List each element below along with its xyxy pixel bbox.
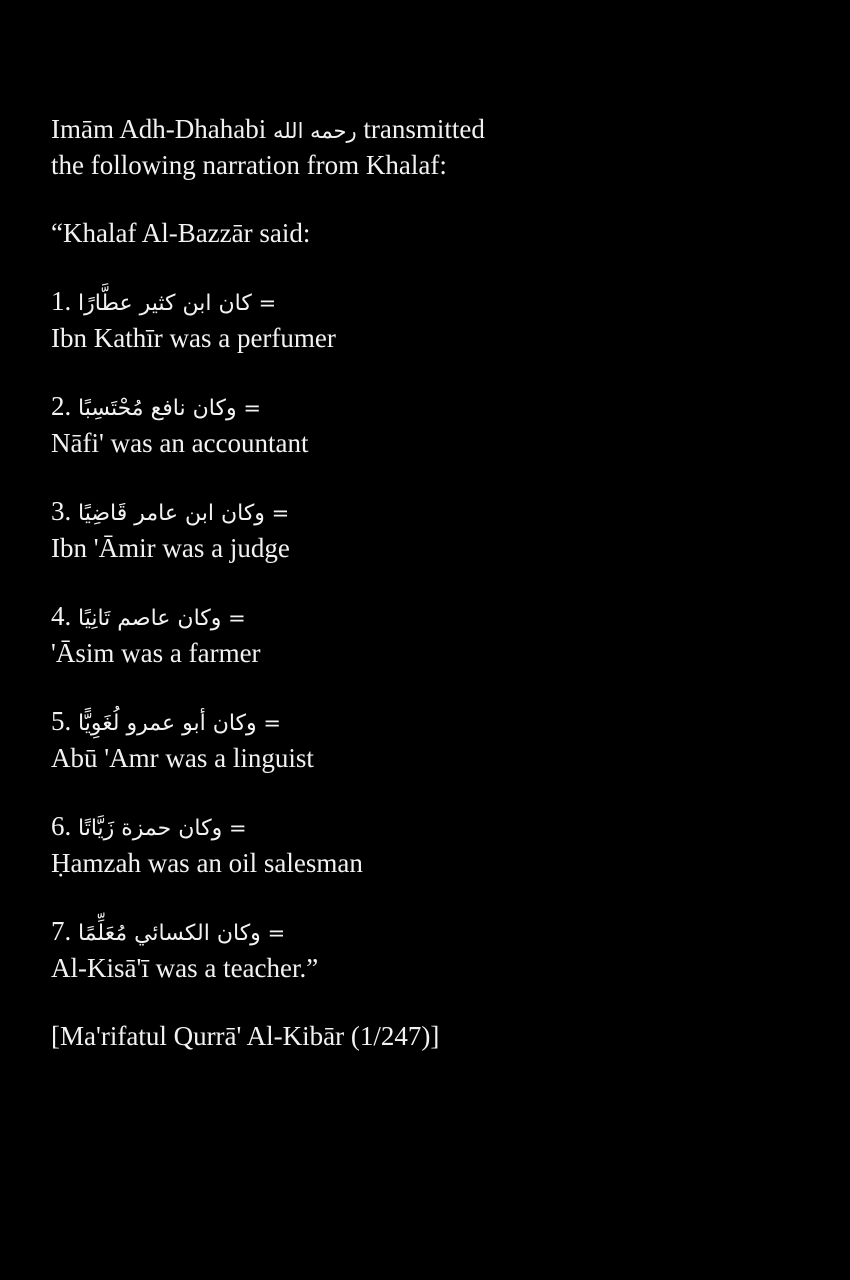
- list-item-1: [51, 284, 811, 355]
- narration-document: [51, 112, 811, 1053]
- item-number: 1.: [51, 286, 72, 316]
- intro-line-1: [51, 112, 811, 148]
- item-translation: Nāfi' was an accountant: [51, 428, 309, 458]
- item-arabic: وكان الكسائي مُعَلِّمًا: [78, 921, 261, 946]
- list-item-2: [51, 389, 811, 460]
- equals-sign: =: [228, 606, 246, 630]
- item-number: 7.: [51, 916, 72, 946]
- item-number: 2.: [51, 391, 72, 421]
- item-number: 3.: [51, 496, 72, 526]
- item-arabic-line: [51, 599, 811, 636]
- intro-line1-after: transmitted: [363, 114, 485, 144]
- item-arabic: كان ابن كثير عطَّارًا: [78, 291, 252, 316]
- item-arabic-line: [51, 914, 811, 951]
- item-translation: Al-Kisā'ī was a teacher.”: [51, 953, 319, 983]
- item-translation: Ḥamzah was an oil salesman: [51, 848, 363, 878]
- item-arabic: وكان أبو عمرو لُغَوِيًّا: [78, 711, 257, 736]
- item-arabic: وكان ابن عامر قَاضِيًا: [78, 501, 265, 526]
- item-number: 6.: [51, 811, 72, 841]
- item-arabic: وكان عاصم تَانِيًا: [78, 606, 222, 631]
- quote-opening: “Khalaf Al-Bazzār said:: [51, 218, 311, 248]
- intro-line-2: the following narration from Khalaf:: [51, 150, 447, 180]
- list-item-5: [51, 704, 811, 775]
- source-citation: [Ma'rifatul Qurrā' Al-Kibār (1/247)]: [51, 1021, 440, 1051]
- list-item-7: [51, 914, 811, 985]
- item-arabic: وكان نافع مُحْتَسِبًا: [78, 396, 237, 421]
- item-translation: Abū 'Amr was a linguist: [51, 743, 314, 773]
- item-arabic-line: [51, 389, 811, 426]
- list-item-3: [51, 494, 811, 565]
- item-arabic-line: [51, 494, 811, 531]
- equals-sign: =: [243, 396, 261, 420]
- equals-sign: =: [258, 291, 277, 315]
- list-item-6: [51, 809, 811, 880]
- item-number: 5.: [51, 706, 72, 736]
- equals-sign: =: [267, 921, 286, 945]
- item-arabic-line: [51, 704, 811, 741]
- item-translation: Ibn 'Āmir was a judge: [51, 533, 290, 563]
- equals-sign: =: [228, 816, 247, 840]
- item-arabic-line: [51, 284, 811, 321]
- item-translation: Ibn Kathīr was a perfumer: [51, 323, 336, 353]
- item-number: 4.: [51, 601, 72, 631]
- item-arabic-line: [51, 809, 811, 846]
- honorific-arabic: رحمه الله: [272, 119, 357, 143]
- item-arabic: وكان حمزة زَيَّاتًا: [78, 816, 223, 841]
- list-item-4: [51, 599, 811, 670]
- item-translation: 'Āsim was a farmer: [51, 638, 261, 668]
- equals-sign: =: [271, 501, 290, 525]
- intro-line1-before: Imām Adh-Dhahabi: [51, 114, 267, 144]
- equals-sign: =: [263, 711, 282, 735]
